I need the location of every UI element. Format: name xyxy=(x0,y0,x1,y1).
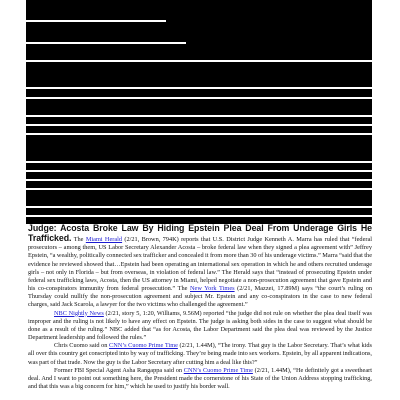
redacted-content-block xyxy=(26,0,372,224)
new-york-times-link[interactable]: New York Times xyxy=(190,285,235,293)
text-segment: Former FBI Special Agent Asha Rangappa said on xyxy=(54,366,184,374)
redaction-line-gap xyxy=(26,87,372,89)
redaction-line-gap xyxy=(26,115,372,117)
redaction-line-gap xyxy=(26,97,372,99)
redaction-line-gap xyxy=(26,161,372,163)
redaction-line-gap xyxy=(26,133,372,135)
redaction-line-gap xyxy=(26,20,166,22)
text-segment: (2/21, Brown, 794K) reports that U.S. District Judge Kenneth A. Marra has ruled that “federal prosecutors – among them, US Labor Secretary Alexander Acosta – broke federal law when they signed a plea agreement with” Jeffrey Epstein, “a wealthy, politically connected sex trafficker and concealed it from more than 30 of his underage victims.” Marra “said that the evidence he reviewed showed that…Epstein had been operating an international sex operation in which he and others recruited underage girls – not only in Florida – but from overseas, in violation of federal law.” The Herald says that “instead of prosecuting Epstein under federal sex trafficking laws, Acosta, then the US attorney in Miami, helped negotiate a non-prosecution agreement that gave Epstein and his co-conspirators immunity from federal prosecution.” The xyxy=(28,236,373,293)
redaction-line-gap xyxy=(26,215,372,217)
redaction-line-gap xyxy=(26,179,372,181)
text-segment: Chris Cuomo said on xyxy=(54,342,110,350)
cnn-cuomo-prime-time-link[interactable]: CNN’s Cuomo Prime Time xyxy=(109,342,178,350)
nbc-nightly-news-link[interactable]: NBC Nightly News xyxy=(54,309,104,317)
nbc-paragraph xyxy=(28,310,372,343)
text-segment: (2/21, 1.44M), “He definitely got a sweetheart deal. And I want to point out something here, the President made the cornerstone of his State of the Union Address stopping trafficking, and that this was a big concern for him,” which he used to justify his border wall. xyxy=(28,366,372,390)
redaction-line-gap xyxy=(26,60,372,62)
article-body xyxy=(28,224,372,391)
redaction-line-gap xyxy=(26,170,372,172)
redaction-line-gap xyxy=(26,188,372,190)
text-segment: (2/21, story 5, 1:20, Williams, 9.56M) reported “the judge did not rule on whether the plea deal itself was improper and the ruling is not likely to have any effect on Epstein. The judge is asking both sides in the case to suggest what should be done as a result of the ruling.” NBC added that “as for Acosta, the Labor Department said the plea deal was reviewed by the Justice Department leadership and followed the rules.” xyxy=(28,309,372,342)
paragraph-text xyxy=(28,236,372,308)
redaction-line-gap xyxy=(26,206,372,208)
lead-paragraph xyxy=(28,224,372,310)
cuomo-paragraph xyxy=(28,342,372,366)
text-segment: (2/21, Mazzei, 17.89M) says “the court’s ruling on Thursday could nullify the non-prosecution agreement and subject Mr. Epstein and any co-conspirators in the case to new federal charges, said Jack Scarola, a lawyer for the two victims who challenged the agreement.” xyxy=(28,285,373,309)
redaction-line-gap xyxy=(26,42,186,44)
rangappa-paragraph xyxy=(28,367,372,391)
redaction-line-gap xyxy=(26,124,372,126)
article-headline: Judge: Acosta Broke Law By Hiding Epstein Plea Deal From Underage Girls He Trafficked. xyxy=(28,223,372,244)
cnn-cuomo-prime-time-link[interactable]: CNN’s Cuomo Prime Time xyxy=(183,366,253,374)
miami-herald-link[interactable]: Miami Herald xyxy=(85,236,123,244)
text-segment: (2/21, 1.44M), “The irony. That guy is the Labor Secretary. That’s what kids all over this country get conscripted into by way of trafficking. They’re being made into sex workers. Epstein, by all apparent indications, was part of that trade. Now the guy is the Labor Secretary after cutting him a deal like this?” xyxy=(28,342,372,366)
text-segment: The xyxy=(73,236,86,244)
